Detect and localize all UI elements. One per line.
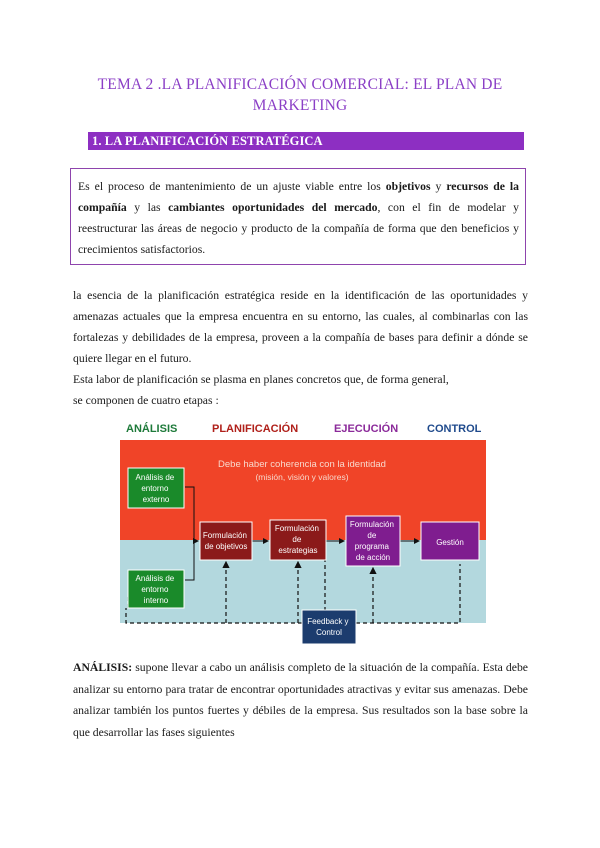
feedback-line-1: Feedback y [307,617,349,626]
planning-diagram [120,418,490,646]
definition-bold-oportunidades: cambiantes oportunidades del mercado [168,201,378,214]
gestion-label: Gestión [436,538,464,547]
box-formulacion-estrategias [270,520,326,560]
document-title [60,74,540,116]
paragraph-etapas: se componen de cuatro etapas : [73,394,219,407]
estrategias-line-2: de [292,535,302,544]
header-control: CONTROL [427,423,482,435]
analisis-text: supone llevar a cabo un análisis completo de la situación de la compañía. Esta debe analizar su entorno para tratar de encontrar oportunidades atractivas y evitar sus amenazas. Debe analizar también los puntos fuertes y débiles de la empresa. Sus resultados son la base sobre la que desarrollar las fases siguientes [73,661,528,739]
definition-text-4: , con el fin de modelar y reestructurar las áreas de negocio y producto de la compañía de forma que den beneficios y crecimientos satisfactorios. [78,201,519,256]
externo-line-2: entorno [141,484,169,493]
feedback-line-2: Control [316,628,342,637]
interno-line-2: entorno [141,585,169,594]
programa-line-4: de acción [355,553,391,562]
box-feedback-control [302,610,356,644]
externo-line-3: externo [142,495,170,504]
definition-text-3: y las [126,201,169,214]
banner-line-1: Debe haber coherencia con la identidad [218,459,386,470]
interno-line-1: Análisis de [135,574,175,583]
header-planificacion: PLANIFICACIÓN [212,423,299,435]
box-entorno-externo [128,468,184,508]
programa-line-2: de [367,531,377,540]
externo-line-1: Análisis de [135,473,175,482]
box-gestion [421,522,479,560]
interno-line-3: interno [143,596,169,605]
box-formulacion-objetivos [200,522,252,560]
banner-line-2: (misión, visión y valores) [255,472,349,482]
title-line-2: MARKETING [252,97,348,114]
definition-box [70,168,526,265]
estrategias-line-3: estrategias [278,546,318,555]
objetivos-line-2: de objetivos [204,542,248,551]
box-programa-accion [346,516,400,566]
definition-bold-objetivos: objetivos [385,180,431,193]
header-analisis: ANÁLISIS [126,423,178,435]
paragraph-labor: Esta labor de planificación se plasma en planes concretos que, de forma general, [73,373,449,386]
paragraph-esencia: la esencia de la planificación estratégica reside en la identificación de las oportunidades y amenazas actuales que la empresa encuentra en su entorno, las cuales, al combinarlas con las fortalezas y debilidades de la empresa, proveen a la compañía de bases para definir a dónde se quiere llegar en el futuro. [73,289,528,365]
paragraph-analisis [73,657,528,743]
header-ejecucion: EJECUCIÓN [334,423,399,435]
objetivos-line-1: Formulación [202,531,247,540]
section-heading: 1. LA PLANIFICACIÓN ESTRATÉGICA [92,134,323,148]
programa-line-1: Formulación [349,520,394,529]
programa-line-3: programa [354,542,390,551]
title-line-1: TEMA 2 .LA PLANIFICACIÓN COMERCIAL: EL PLAN DE [97,76,503,93]
analisis-label: ANÁLISIS: [73,661,133,674]
definition-bold-recursos: recursos de la compañía [78,180,519,214]
estrategias-line-1: Formulación [274,524,319,533]
definition-text-1: Es el proceso de mantenimiento de un ajuste viable entre los [78,180,386,193]
definition-text-2: y [430,180,447,193]
box-entorno-interno [128,570,184,608]
